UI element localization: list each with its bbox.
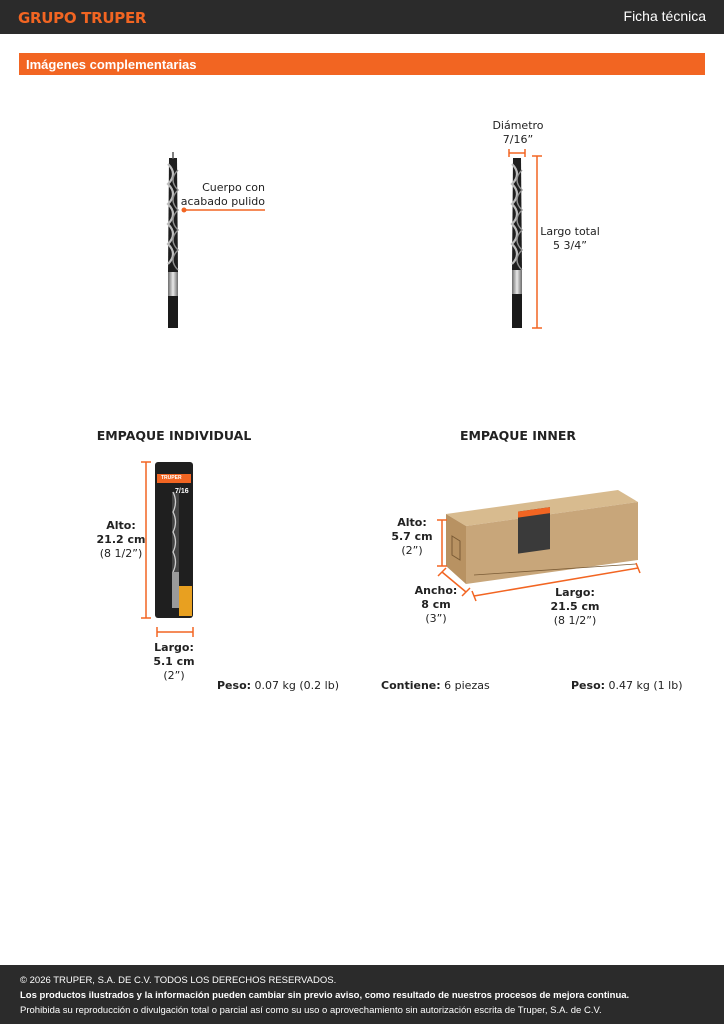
footer-copyright: © 2026 TRUPER, S.A. DE C.V. TODOS LOS DERECHOS RESERVADOS. (20, 975, 337, 986)
individual-height-label: Alto: (106, 519, 136, 532)
individual-length-in: (2”) (163, 669, 185, 682)
inner-width-label: Ancho: (414, 584, 458, 597)
callout-line-1: Cuerpo con (202, 181, 265, 194)
individual-weight (217, 679, 339, 693)
callout-line-2: acabado pulido (180, 195, 265, 208)
document-type: Ficha técnica (623, 8, 706, 24)
inner-length-group (545, 586, 605, 628)
inner-contents-value: 6 piezas (444, 679, 490, 692)
drill-bit-illustration-left (160, 150, 280, 335)
individual-length-cm: 5.1 cm (153, 655, 195, 668)
top-bar (0, 0, 724, 34)
inner-width-cm: 8 cm (421, 598, 451, 611)
individual-weight-label: Peso: (217, 679, 252, 692)
diameter-value: 7/16” (502, 133, 534, 146)
callout-body-finish (160, 181, 265, 209)
inner-weight-label: Peso: (571, 679, 606, 692)
individual-length-group (149, 641, 199, 683)
inner-width-in: (3”) (425, 612, 447, 625)
length-label: Largo total (540, 225, 600, 238)
inner-weight-value: 0.47 kg (1 lb) (608, 679, 683, 692)
inner-length-cm: 21.5 cm (550, 600, 600, 613)
length-value: 5 3/4” (553, 239, 587, 252)
length-label-group (540, 225, 600, 253)
diameter-label-group (480, 119, 556, 147)
inner-contents-label: Contiene: (381, 679, 441, 692)
inner-height-in: (2”) (401, 544, 423, 557)
package-brand-label: TRUPER (161, 475, 182, 481)
inner-length-label: Largo: (555, 586, 595, 599)
individual-height-in: (8 1/2”) (99, 547, 143, 560)
individual-package-heading: EMPAQUE INDIVIDUAL (96, 428, 252, 443)
footer-prohibition: Prohibida su reproducción o divulgación total o parcial así como su uso o aprovechamiento sin autorización escrita de Truper, S.A. de C.V. (20, 1005, 602, 1016)
individual-height-group (96, 519, 146, 561)
inner-height-group (387, 516, 437, 558)
inner-contents (381, 679, 490, 693)
individual-weight-value: 0.07 kg (0.2 lb) (254, 679, 339, 692)
footer (0, 965, 724, 1024)
inner-package-heading: EMPAQUE INNER (459, 428, 577, 443)
footer-notice: Los productos ilustrados y la información pueden cambiar sin previo aviso, como resultado de nuestros procesos de mejora continua. (20, 990, 630, 1001)
inner-box-illustration (430, 484, 650, 604)
section-title: Imágenes complementarias (26, 57, 197, 72)
section-title-bar (19, 53, 705, 75)
package-size-label: 7/16 (175, 488, 189, 495)
inner-height-cm: 5.7 cm (391, 530, 433, 543)
individual-package-illustration (138, 458, 208, 640)
inner-length-in: (8 1/2”) (553, 614, 597, 627)
individual-height-cm: 21.2 cm (96, 533, 146, 546)
inner-width-group (411, 584, 461, 626)
brand-logo: GRUPO TRUPER (18, 9, 147, 27)
inner-weight (571, 679, 683, 693)
individual-length-label: Largo: (154, 641, 194, 654)
diameter-label: Diámetro (492, 119, 544, 132)
inner-height-label: Alto: (397, 516, 427, 529)
